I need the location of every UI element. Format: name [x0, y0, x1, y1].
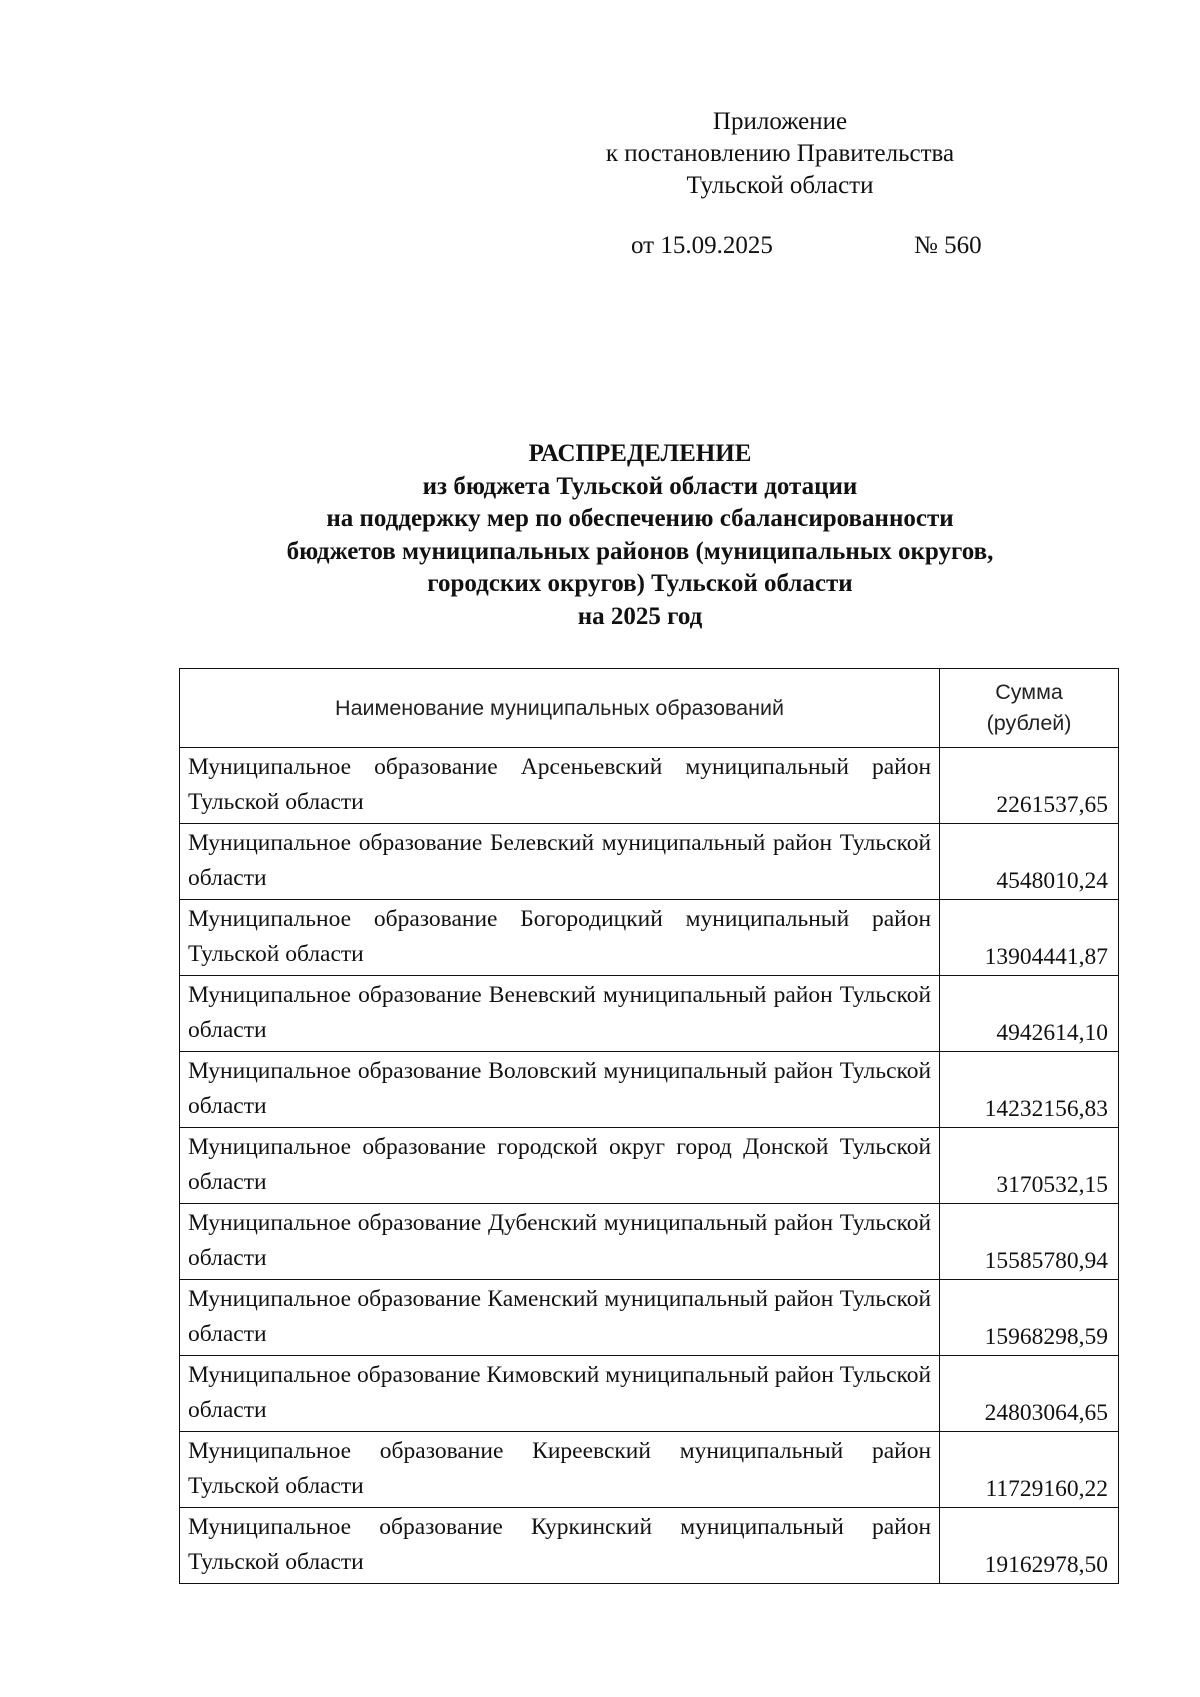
amount-value: 3170532,15 [940, 1128, 1119, 1204]
amount-value: 4548010,24 [940, 824, 1119, 900]
municipality-name: Муниципальное образование Богородицкий муниципальный район Тульской области [180, 900, 940, 976]
municipality-name: Муниципальное образование Кимовский муниципальный район Тульской области [180, 1356, 940, 1432]
header-amount [940, 669, 1119, 748]
table-row [180, 900, 1119, 976]
table-row [180, 1356, 1119, 1432]
resolution-date: от 15.09.2025 [631, 232, 773, 259]
document-title [160, 438, 1120, 633]
appendix-header [580, 106, 980, 202]
header-amount-unit: (рублей) [986, 711, 1072, 735]
amount-value: 2261537,65 [940, 748, 1119, 824]
table-row [180, 976, 1119, 1052]
title-line-2: из бюджета Тульской области дотации [422, 472, 858, 500]
amount-value: 15585780,94 [940, 1204, 1119, 1280]
table-row [180, 1432, 1119, 1508]
table-row [180, 1508, 1119, 1584]
amount-value: 4942614,10 [940, 976, 1119, 1052]
appendix-resolution-ref: к постановлению Правительства [605, 140, 955, 167]
municipality-name: Муниципальное образование Дубенский муниципальный район Тульской области [180, 1204, 940, 1280]
table-row [180, 748, 1119, 824]
municipality-name: Муниципальное образование Каменский муниципальный район Тульской области [180, 1280, 940, 1356]
municipality-name: Муниципальное образование Белевский муниципальный район Тульской области [180, 824, 940, 900]
municipality-name: Муниципальное образование городской округ город Донской Тульской области [180, 1128, 940, 1204]
title-line-5: городских округов) Тульской области [427, 570, 853, 597]
table-row [180, 1052, 1119, 1128]
amount-value: 11729160,22 [940, 1432, 1119, 1508]
header-municipality-name: Наименование муниципальных образований [180, 669, 940, 748]
table-row [180, 1128, 1119, 1204]
resolution-number: № 560 [914, 232, 982, 259]
amount-value: 15968298,59 [940, 1280, 1119, 1356]
amount-value: 14232156,83 [940, 1052, 1119, 1128]
table-row [180, 1280, 1119, 1356]
title-line-3: на поддержку мер по обеспечению сбалансированности [326, 505, 954, 532]
amount-value: 13904441,87 [940, 900, 1119, 976]
title-line-6: на 2025 год [577, 602, 703, 630]
appendix-label: Приложение [712, 108, 848, 135]
municipality-name: Муниципальное образование Воловский муниципальный район Тульской области [180, 1052, 940, 1128]
amount-value: 24803064,65 [940, 1356, 1119, 1432]
header-amount-label: Сумма [995, 680, 1063, 704]
municipality-name: Муниципальное образование Киреевский муниципальный район Тульской области [180, 1432, 940, 1508]
distribution-table [179, 668, 1119, 1584]
table-row [180, 824, 1119, 900]
amount-value: 19162978,50 [940, 1508, 1119, 1584]
municipality-name: Муниципальное образование Куркинский муниципальный район Тульской области [180, 1508, 940, 1584]
municipality-name: Муниципальное образование Арсеньевский муниципальный район Тульской области [180, 748, 940, 824]
title-line-4: бюджетов муниципальных районов (муниципальных округов, [286, 537, 994, 565]
title-line-1: РАСПРЕДЕЛЕНИЕ [528, 440, 752, 467]
table-header-row [180, 669, 1119, 748]
appendix-region: Тульской области [686, 172, 874, 199]
table-body [180, 748, 1119, 1584]
municipality-name: Муниципальное образование Веневский муниципальный район Тульской области [180, 976, 940, 1052]
table-row [180, 1204, 1119, 1280]
